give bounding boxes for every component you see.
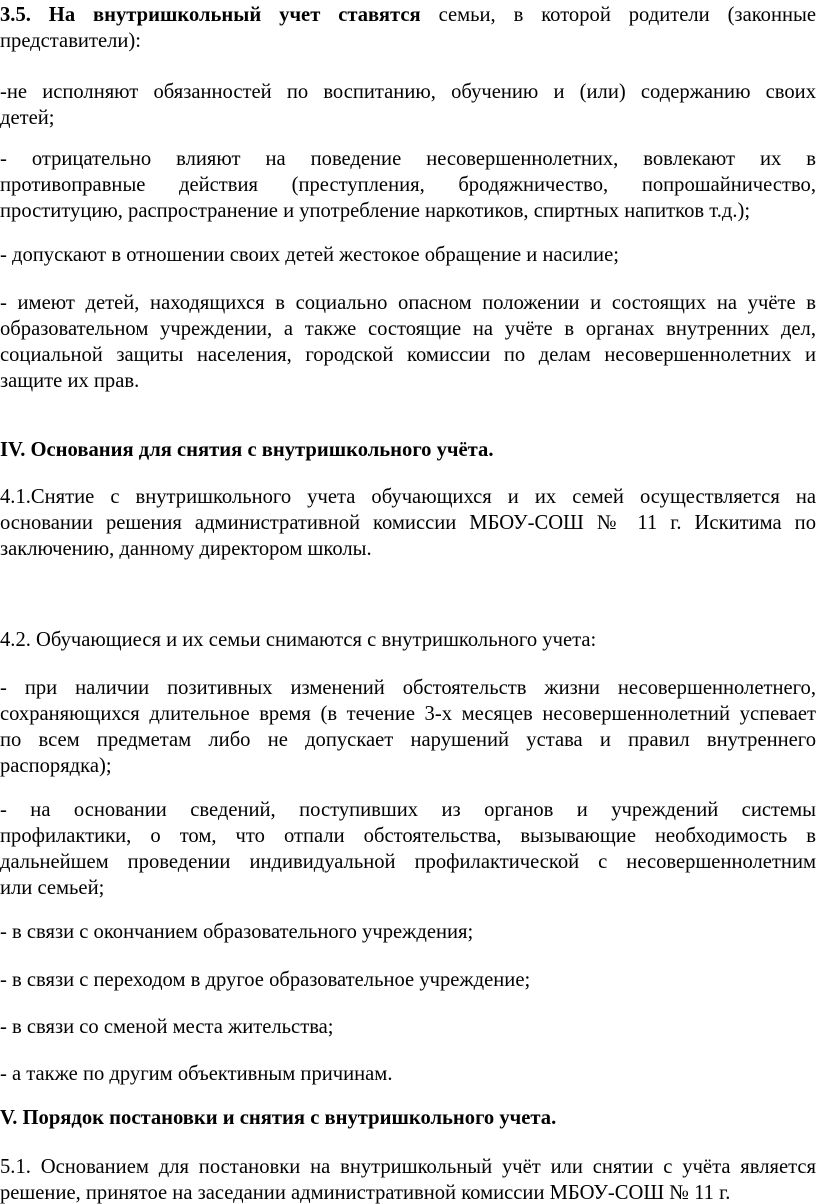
reason-1 (0, 675, 816, 779)
paragraph-line: основании решения административной комиссии МБОУ-СОШ № 11 г. Искитима по (0, 512, 816, 534)
paragraph-line: противоправные действия (преступления, бродяжничество, попрошайничество, (0, 174, 816, 196)
paragraph-line: 4.1.Снятие с внутришкольного учета обучающихся и их семей осуществляется на (0, 486, 816, 508)
paragraph-line: образовательном учреждении, а также состоящие на учёте в органах внутренних дел, (0, 318, 816, 340)
paragraph-line: 4.2. Обучающиеся и их семьи снимаются с внутришкольного учета: (0, 629, 597, 651)
paragraph-line: - в связи с окончанием образовательного учреждения; (0, 921, 474, 943)
paragraph-line: защите их прав. (0, 370, 140, 392)
paragraph-line: - в связи со сменой места жительства; (0, 1016, 334, 1038)
paragraph-4-1 (0, 484, 816, 562)
reason-6 (0, 1061, 816, 1087)
paragraph-line: - на основании сведений, поступивших из органов и учреждений системы (0, 799, 816, 821)
paragraph-line: сохраняющихся длительное время (в течение 3-х месяцев несовершеннолетний успевает (0, 703, 816, 725)
paragraph-line: проституцию, распространение и употребление наркотиков, спиртных напитков т.д.); (0, 200, 751, 222)
paragraph-line: - а также по другим объективным причинам. (0, 1063, 393, 1085)
section-heading: V. Порядок постановки и снятия с внутришкольного учета. (0, 1107, 557, 1129)
paragraph-line: представители): (0, 30, 141, 52)
paragraph-line: - имеют детей, находящихся в социально опасном положении и состоящих на учёте в (0, 292, 816, 314)
section-3-5-heading: На внутришкольный учет ставятся (48, 4, 421, 26)
reason-5 (0, 1014, 816, 1040)
paragraph-5-1 (0, 1154, 816, 1204)
criterion-4 (0, 290, 816, 394)
paragraph-line: профилактики, о том, что отпали обстоятельства, вызывающие необходимость в (0, 825, 816, 847)
section-v-heading (0, 1105, 816, 1131)
paragraph-line: - отрицательно влияют на поведение несовершеннолетних, вовлекают их в (0, 148, 816, 170)
section-3-5-text: семьи, в которой родители (законные (438, 4, 816, 26)
paragraph-line: по всем предметам либо не допускает нарушений устава и правил внутреннего (0, 729, 816, 751)
paragraph-line: - при наличии позитивных изменений обстоятельств жизни несовершеннолетнего, (0, 677, 816, 699)
paragraph-line: - в связи с переходом в другое образовательное учреждение; (0, 969, 531, 991)
reason-4 (0, 967, 816, 993)
paragraph-line: - допускают в отношении своих детей жестокое обращение и насилие; (0, 244, 619, 266)
paragraph-line: 5.1. Основанием для постановки на внутришкольный учёт или снятии с учёта является (0, 1156, 816, 1178)
paragraph-line: решение, принятое на заседании административной комиссии МБОУ-СОШ № 11 г. (0, 1182, 731, 1204)
paragraph-line: детей; (0, 107, 55, 129)
paragraph-line: или семьей; (0, 877, 105, 899)
reason-2 (0, 797, 816, 901)
paragraph-line: заключению, данному директором школы. (0, 538, 372, 560)
section-3-5 (0, 2, 816, 54)
paragraph-line: -не исполняют обязанностей по воспитанию, обучению и (или) содержанию своих (0, 81, 816, 103)
section-3-5-line-1 (0, 2, 816, 28)
paragraph-4-2 (0, 627, 816, 653)
section-heading: IV. Основания для снятия с внутришкольного учёта. (0, 439, 494, 461)
criterion-1 (0, 79, 816, 131)
section-iv-heading (0, 437, 816, 463)
reason-3 (0, 919, 816, 945)
paragraph-line: дальнейшем проведении индивидуальной профилактической с несовершеннолетним (0, 851, 816, 873)
criterion-2 (0, 146, 816, 224)
paragraph-line: распорядка); (0, 755, 112, 777)
section-3-5-number: 3.5. (0, 4, 31, 26)
criterion-3 (0, 242, 816, 268)
paragraph-line: социальной защиты населения, городской комиссии по делам несовершеннолетних и (0, 344, 816, 366)
